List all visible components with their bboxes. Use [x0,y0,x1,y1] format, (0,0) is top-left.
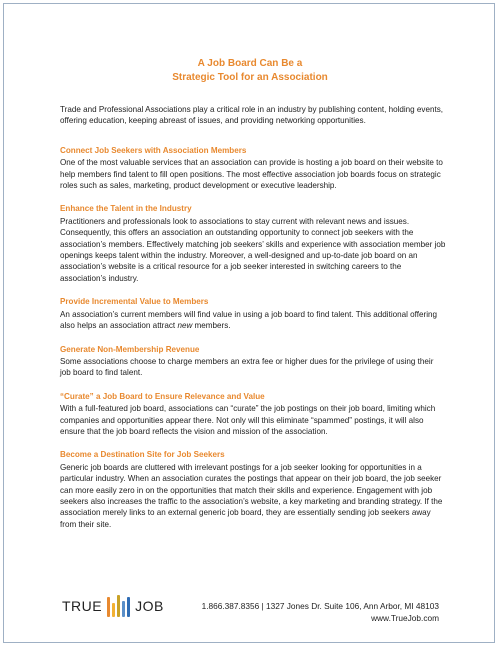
body-text: An association’s current members will find value in using a job board to find talent. This additional offering also helps an association attract [60,309,438,331]
website-link[interactable]: www.TrueJob.com [371,613,439,623]
section-heading: “Curate” a Job Board to Ensure Relevance and Value [60,391,265,401]
section-body: One of the most valuable services that an association can provide is hosting a job board on their website to help members find talent to fill open positions. The most effective association job boards focus on strategic roles such as sales, marketing, product development or executive leadership. [60,158,443,191]
title-line-1: A Job Board Can Be a [197,58,303,69]
section-heading: Provide Incremental Value to Members [60,297,209,307]
section-body: Practitioners and professionals look to associations to stay current with relevant news and issues. Consequently, this offers an association an outstanding opportunity to connect job seekers with the association’s members. Effectively matching job seekers’ skills and experience with association member job openings keeps talent within the industry. Moreover, a well-designed and up-to-date job board on an association’s website is a critical resource for a job seeker interested in switching careers to the association’s industry. [60,216,446,283]
section-curate-job-board [60,391,446,438]
section-body [60,309,446,332]
intro-paragraph: Trade and Professional Associations play a critical role in an industry by publishing content, holding events, offering education, keeping abreast of issues, and providing networking opportunities. [60,105,444,126]
section-incremental-value [60,296,446,331]
logo-bar [122,601,125,617]
section-heading: Generate Non-Membership Revenue [60,344,200,354]
logo-bar [107,597,110,617]
section-heading: Connect Job Seekers with Association Members [60,145,247,155]
section-connect-job-seekers [60,145,446,192]
emphasis-text: new [177,321,193,331]
title-line-2: Strategic Tool for an Association [172,72,328,83]
section-heading: Become a Destination Site for Job Seekers [60,450,225,460]
page-title [4,57,496,85]
section-heading: Enhance the Talent in the Industry [60,204,192,214]
logo-text-job: JOB [135,598,164,614]
logo-bar [117,595,120,617]
footer-contact [202,600,439,624]
section-non-membership-revenue [60,344,446,379]
section-destination-site [60,449,446,530]
section-body: Some associations choose to charge members an extra fee or higher dues for the privilege of using their job board to find talent. [60,356,434,378]
section-body: Generic job boards are cluttered with irrelevant postings for a job seeker looking for opportunities in a particular industry. When an association curates the postings that appear on their job board, the job seeker can more easily zero in on the opportunities that match their skills and experience. Engagement with job seekers also increases the traffic to the association’s website, a key marketing and branding strategy. If the association merely links to an external generic job board, they are essentially sending job seekers away from their site. [60,462,443,529]
truejob-logo [62,595,164,617]
contact-line: 1.866.387.8356 | 1327 Jones Dr. Suite 106, Ann Arbor, MI 48103 [201,601,439,611]
logo-bars-icon [106,595,131,617]
section-enhance-talent [60,203,446,284]
body-text: members. [192,321,231,331]
logo-bar [112,603,115,617]
document-page [3,3,495,643]
logo-bar [127,597,130,617]
logo-text-true: TRUE [62,598,103,614]
document-body [60,104,446,542]
section-body: With a full-featured job board, associations can “curate” the job postings on their job board, limiting which companies and opportunities appear there. Not only will this eliminate “spammed” postings, it will also ensure that the job board reflects the vision and mission of the association. [60,404,436,436]
